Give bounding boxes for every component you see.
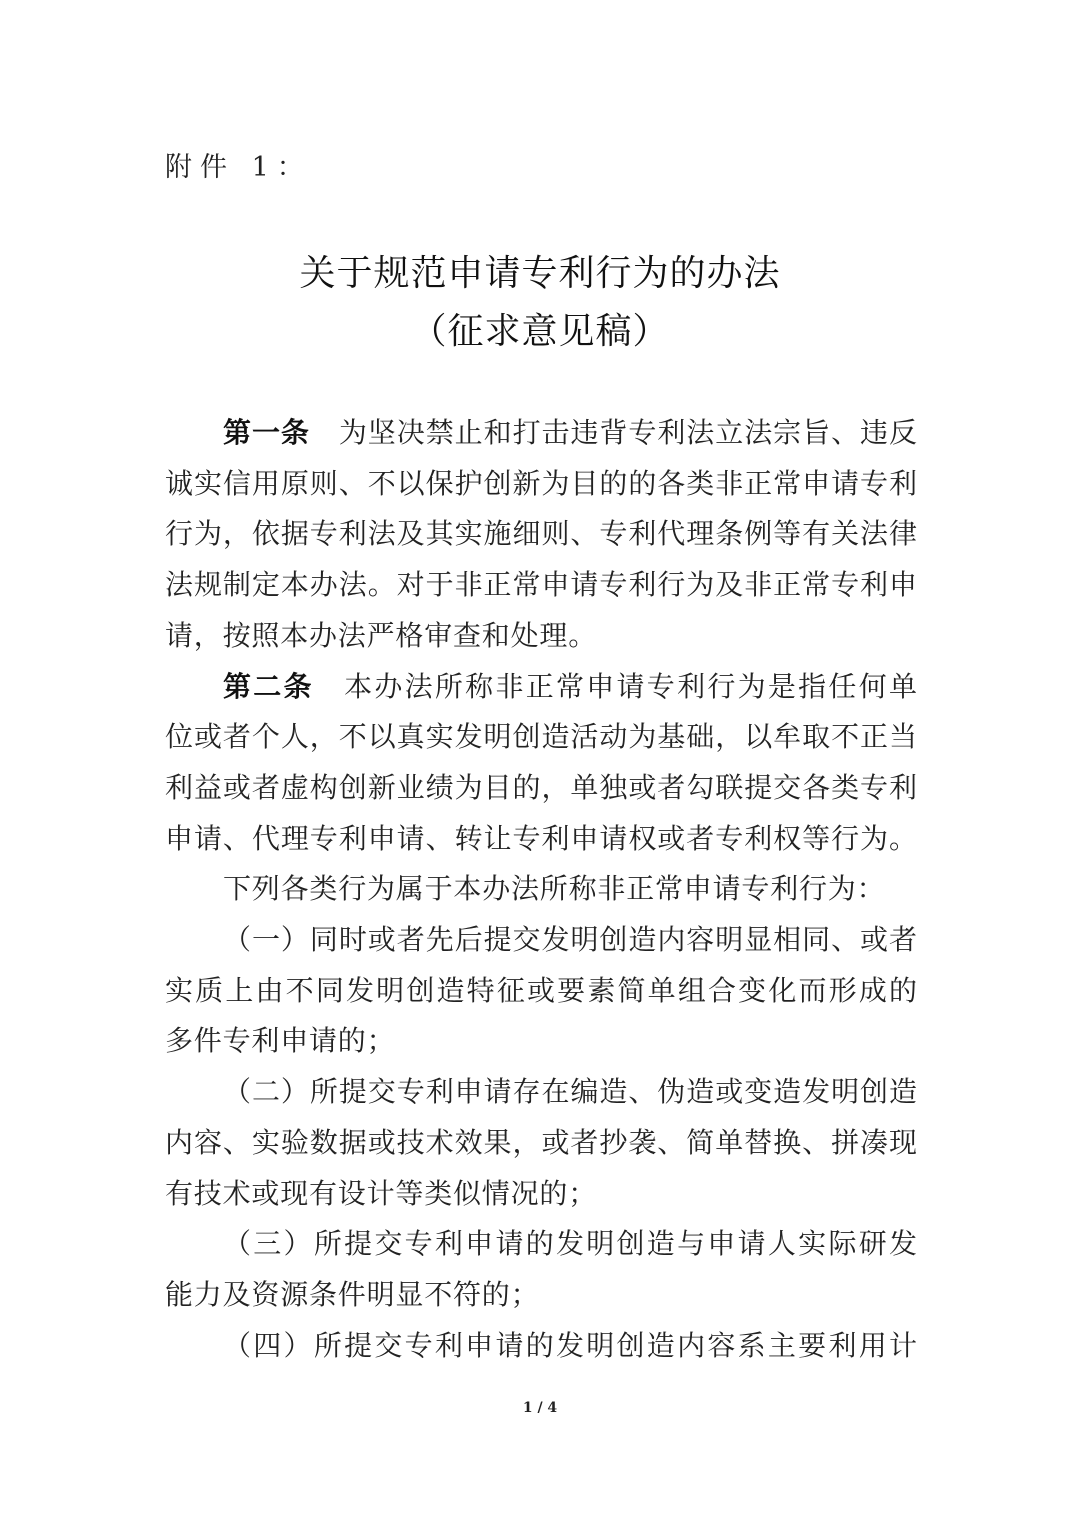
text-line [165, 1270, 917, 1321]
article-heading: 第一条 [223, 416, 310, 449]
text-line [165, 1016, 917, 1067]
article-heading: 第二条 [223, 669, 314, 703]
line-text: （三）所提交专利申请的发明创造与申请人实际研发 [223, 1227, 917, 1261]
text-line [165, 560, 917, 611]
line-text: 为坚决禁止和打击违背专利法立法宗旨、违反 [338, 416, 917, 449]
text-line [165, 712, 917, 763]
line-text: 多件专利申请的； [165, 1024, 396, 1058]
line-text: 申请、代理专利申请、转让专利申请权或者专利权等行为。 [165, 821, 917, 855]
line-text: 下列各类行为属于本办法所称非正常申请专利行为： [223, 872, 886, 906]
text-line [165, 915, 917, 966]
document-subtitle: （征求意见稿） [410, 311, 670, 352]
text-line [165, 763, 917, 814]
text-line [165, 459, 917, 510]
text-line [165, 1067, 917, 1118]
line-text: 利益或者虚构创新业绩为目的，单独或者勾联提交各类专利 [165, 770, 917, 804]
line-text: （二）所提交专利申请存在编造、伪造或变造发明创造 [223, 1075, 917, 1109]
line-text: 内容、实验数据或技术效果，或者抄袭、简单替换、拼凑现 [165, 1125, 917, 1159]
text-line [165, 1118, 917, 1169]
line-text: 能力及资源条件明显不符的； [165, 1277, 540, 1311]
text-line [165, 864, 917, 915]
text-line [165, 1169, 917, 1220]
document-title: 关于规范申请专利行为的办法 [299, 253, 781, 294]
line-text: 法规制定本办法。对于非正常申请专利行为及非正常专利申 [165, 568, 917, 602]
attachment-label: 附件 1： [165, 152, 312, 183]
line-text: （一）同时或者先后提交发明创造内容明显相同、或者 [223, 923, 917, 957]
line-text: 本办法所称非正常申请专利行为是指任何单 [344, 669, 917, 703]
page-number: 1 / 4 [522, 1400, 558, 1416]
line-text: 行为，依据专利法及其实施细则、专利代理条例等有关法律 [165, 517, 917, 551]
text-line [165, 814, 917, 865]
line-text: 实质上由不同发明创造特征或要素简单组合变化而形成的 [165, 973, 917, 1007]
line-text: 有技术或现有设计等类似情况的； [165, 1176, 598, 1210]
document-body [165, 408, 917, 1371]
text-line [165, 1219, 917, 1270]
line-text: 请，按照本办法严格审查和处理。 [165, 618, 598, 652]
text-line [165, 966, 917, 1017]
line-text: 诚实信用原则、不以保护创新为目的的各类非正常申请专利 [165, 466, 917, 500]
text-line [165, 611, 917, 662]
text-line [165, 1321, 917, 1372]
text-line [165, 408, 917, 459]
line-text: （四）所提交专利申请的发明创造内容系主要利用计 [223, 1328, 917, 1362]
line-text: 位或者个人，不以真实发明创造活动为基础，以牟取不正当 [165, 720, 917, 754]
text-line [165, 509, 917, 560]
text-line [165, 662, 917, 713]
